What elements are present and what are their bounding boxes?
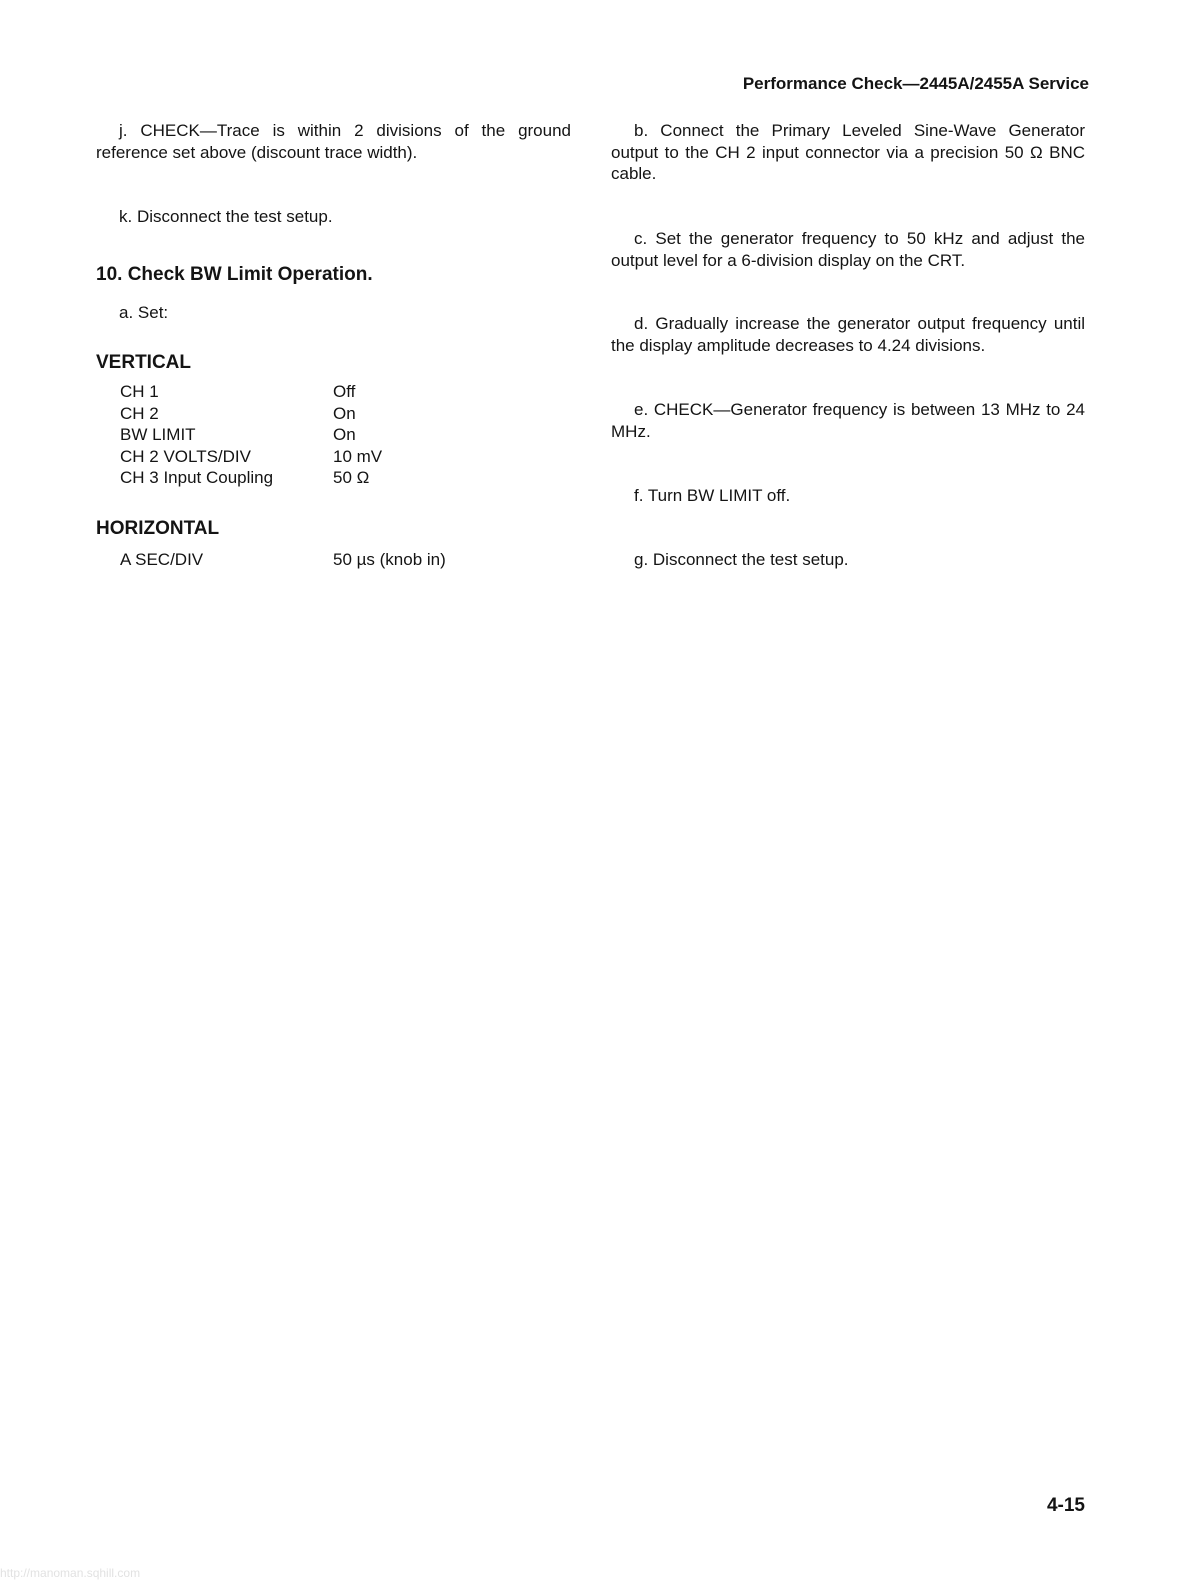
step-k: k. Disconnect the test setup.: [119, 207, 333, 226]
setting-name: CH 3 Input Coupling: [120, 468, 274, 487]
setting-value: 50 Ω: [333, 468, 370, 487]
settings-row: [96, 446, 571, 468]
step-d: d. Gradually increase the generator output frequency until the display amplitude decreases to 4.24 divisions.: [611, 314, 1085, 355]
setting-value: 10 mV: [333, 446, 383, 466]
horizontal-heading: HORIZONTAL: [96, 518, 220, 539]
setting-name: CH 2: [120, 403, 159, 423]
setting-name: A SEC/DIV: [120, 550, 204, 569]
settings-row: [96, 403, 571, 425]
settings-row: [96, 467, 571, 489]
settings-row: [96, 381, 571, 403]
setting-value: On: [333, 425, 356, 444]
step-c: c. Set the generator frequency to 50 kHz and adjust the output level for a 6-division display on the CRT.: [611, 229, 1085, 270]
running-header: Performance Check—2445A/2455A Service: [742, 74, 1089, 93]
setting-value: 50 µs (knob in): [333, 550, 446, 569]
setting-name: BW LIMIT: [120, 425, 196, 444]
step-f: f. Turn BW LIMIT off.: [634, 486, 791, 505]
step-b: b. Connect the Primary Leveled Sine-Wave Generator output to the CH 2 input connector via a precision 50 Ω BNC cable.: [611, 121, 1085, 183]
step-a: a. Set:: [119, 303, 169, 322]
step-g: g. Disconnect the test setup.: [634, 550, 849, 569]
vertical-settings-table: [96, 381, 571, 489]
setting-name: CH 2 VOLTS/DIV: [120, 446, 251, 466]
watermark-url: http://manoman.sqhill.com: [0, 1566, 141, 1580]
step-e: e. CHECK—Generator frequency is between 13 MHz to 24 MHz.: [611, 400, 1085, 441]
step-j: j. CHECK—Trace is within 2 divisions of the ground reference set above (discount trace width).: [96, 121, 571, 162]
vertical-heading: VERTICAL: [96, 352, 191, 373]
setting-value: Off: [333, 382, 356, 401]
setting-value: On: [333, 403, 356, 423]
settings-row: [96, 549, 571, 571]
section-title: 10. Check BW Limit Operation.: [96, 264, 373, 285]
page-number: 4-15: [1046, 1495, 1085, 1516]
horizontal-settings-table: [96, 549, 571, 571]
settings-row: [96, 424, 571, 446]
setting-name: CH 1: [120, 382, 159, 401]
